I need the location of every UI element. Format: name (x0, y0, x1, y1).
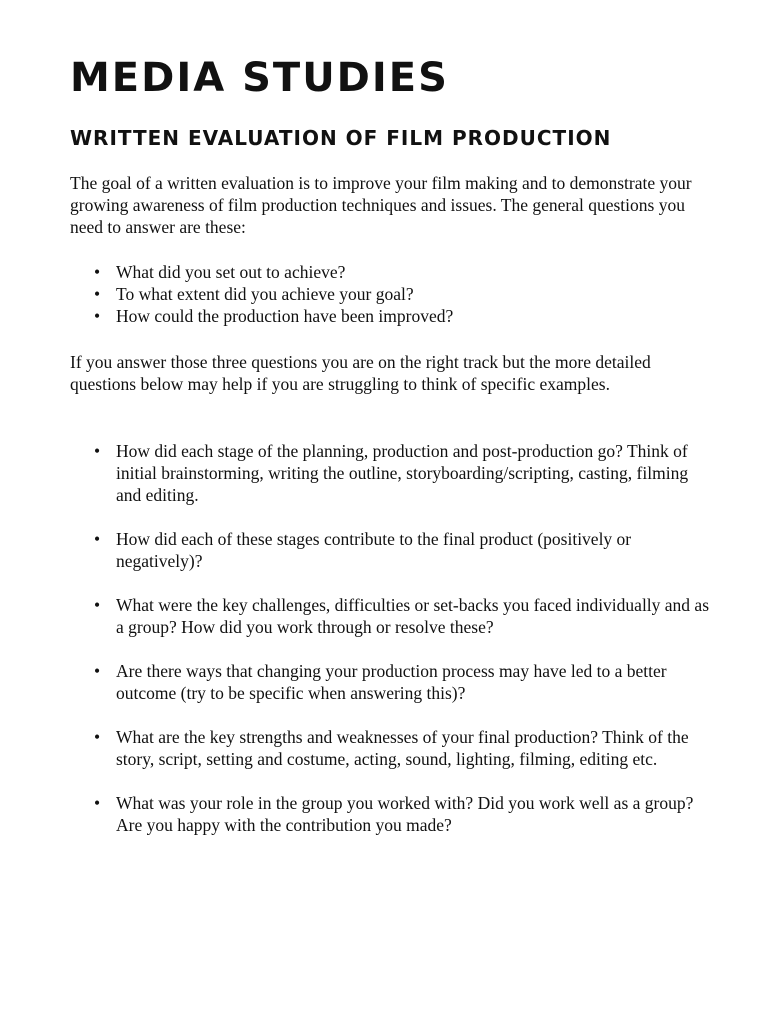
bullet-icon: • (94, 441, 101, 461)
list-item (70, 440, 710, 506)
followup-paragraph: If you answer those three questions you are on the right track but the more detailed questions below may help if you are struggling to think of specific examples. (70, 352, 651, 394)
list-item-text: To what extent did you achieve your goal? (116, 284, 414, 304)
intro-paragraph: The goal of a written evaluation is to improve your film making and to demonstrate your growing awareness of film production techniques and issues. The general questions you need to answer are these: (70, 173, 692, 237)
general-questions-list (70, 261, 710, 327)
list-item (70, 305, 710, 327)
bullet-icon: • (94, 284, 101, 304)
list-item-text: How did each stage of the planning, production and post-production go? Think of initial brainstorming, writing the outline, storyboarding/scripting, casting, filming and editing. (116, 441, 689, 505)
list-item-text: What are the key strengths and weaknesses of your final production? Think of the story, script, setting and costume, acting, sound, lighting, filming, editing etc. (116, 727, 689, 769)
list-item-text: How did each of these stages contribute to the final product (positively or negatively)? (116, 529, 632, 571)
list-item-text: What did you set out to achieve? (116, 262, 346, 282)
list-item-text: How could the production have been improved? (116, 306, 454, 326)
page-subtitle: WRITTEN EVALUATION OF FILM PRODUCTION (70, 126, 612, 150)
bullet-icon: • (94, 661, 101, 681)
detailed-questions-list (70, 440, 710, 858)
list-item (70, 792, 710, 836)
list-item (70, 283, 710, 305)
page-title: MEDIA STUDIES (70, 55, 449, 101)
list-item (70, 726, 710, 770)
bullet-icon: • (94, 727, 101, 747)
list-item (70, 660, 710, 704)
list-item-text: Are there ways that changing your production process may have led to a better outcome (try to be specific when answering this)? (116, 661, 667, 703)
bullet-icon: • (94, 793, 101, 813)
bullet-icon: • (94, 306, 101, 326)
list-item-text: What were the key challenges, difficulties or set-backs you faced individually and as a group? How did you work through or resolve these? (116, 595, 710, 637)
list-item (70, 528, 710, 572)
list-item (70, 261, 710, 283)
bullet-icon: • (94, 262, 101, 282)
list-item-text: What was your role in the group you worked with? Did you work well as a group? Are you happy with the contribution you made? (116, 793, 694, 835)
bullet-icon: • (94, 595, 101, 615)
list-item (70, 594, 710, 638)
bullet-icon: • (94, 529, 101, 549)
